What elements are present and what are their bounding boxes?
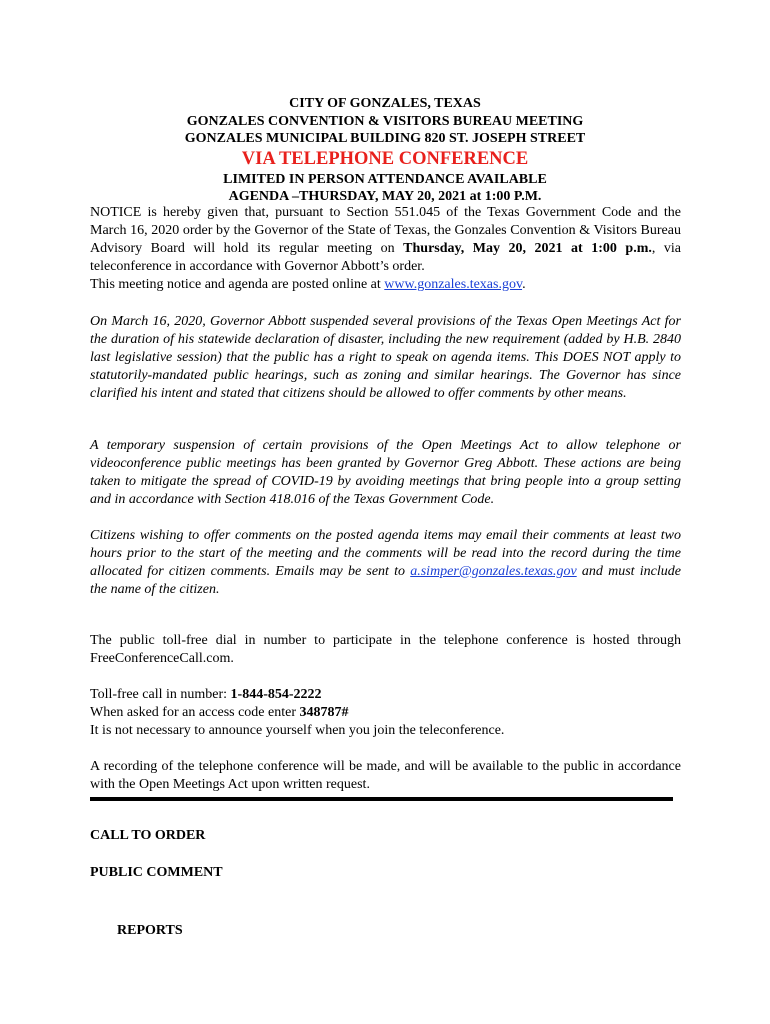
access-code-label: When asked for an access code enter [90,705,300,720]
posted-online-text: This meeting notice and agenda are posted online at [90,277,385,292]
notice-text-end: , via teleconference in accordance with Governor Abbott’s order. [90,241,682,274]
citizen-comments-text-end: and must include the name of the citizen. [90,564,681,597]
citizen-comments-text: Citizens wishing to offer comments on the posted agenda items may email their comments at least two hours prior to the start of the meeting and the comments will be read into the record during the time allocated for citizen comments. Emails may be sent to [90,528,681,579]
city-title: CITY OF GONZALES, TEXAS [289,96,481,111]
call-in-number: 1-844-854-2222 [230,687,322,702]
toll-free-paragraph: The public toll-free dial in number to participate in the telephone conference is hosted through FreeConferenceCall.com. [90,633,681,666]
meeting-title: GONZALES CONVENTION & VISITORS BUREAU MEETING [186,113,584,129]
reports-heading: REPORTS [117,923,183,938]
access-code-line [90,704,681,722]
notice-paragraph [90,204,681,294]
attendance-note: LIMITED IN PERSON ATTENDANCE AVAILABLE [223,171,547,187]
meeting-datetime: Thursday, May 20, 2021 at 1:00 p.m. [403,241,652,256]
website-link[interactable]: www.gonzales.texas.gov [384,277,523,292]
temporary-suspension-paragraph: A temporary suspension of certain provisions of the Open Meetings Act to allow telephone or videoconference public meetings has been granted by Governor Greg Abbott. These actions are being taken to mitigate the spread of COVID-19 by avoiding meetings that bring people into a group setting and in accordance with Section 418.016 of the Texas Government Code. [90,438,681,507]
public-comment-heading: PUBLIC COMMENT [90,865,223,880]
call-in-line [90,686,681,704]
meeting-location: GONZALES MUNICIPAL BUILDING 820 ST. JOSEPH STREET [184,131,586,146]
governor-suspension-paragraph: On March 16, 2020, Governor Abbott suspended several provisions of the Texas Open Meetings Act for the duration of his statewide declaration of disaster, including the new requirement (added by H.B. 2840 last legislative session) that the public has a right to speak on agenda items. This DOES NOT apply to statutorily-mandated public hearings, such as zoning and similar hearings. The Governor has since clarified his intent and stated that citizens should be allowed to offer comments by other means. [90,314,681,401]
telephone-conference-heading: VIA TELEPHONE CONFERENCE [241,148,529,169]
call-in-label: Toll-free call in number: [90,687,231,702]
email-link[interactable]: a.simper@gonzales.texas.gov [410,564,577,579]
citizen-comments-paragraph [90,527,681,599]
access-code: 348787# [299,705,349,720]
recording-paragraph: A recording of the telephone conference will be made, and will be available to the public in accordance with the Open Meetings Act upon written request. [90,759,681,792]
agenda-date: AGENDA –THURSDAY, MAY 20, 2021 at 1:00 P.M. [228,189,542,204]
call-in-details [90,686,681,740]
section-divider [90,797,673,801]
posted-online-period: . [522,277,526,292]
announce-note: It is not necessary to announce yourself when you join the teleconference. [90,723,505,738]
document-header [90,95,680,206]
posted-online-line [90,277,526,292]
notice-text: NOTICE is hereby given that, pursuant to Section 551.045 of the Texas Government Code and the March 16, 2020 order by the Governor of the State of Texas, the Gonzales Convention & Visitors Bureau Advisory Board will hold its regular meeting on [90,205,681,256]
call-to-order-heading: CALL TO ORDER [90,828,206,843]
